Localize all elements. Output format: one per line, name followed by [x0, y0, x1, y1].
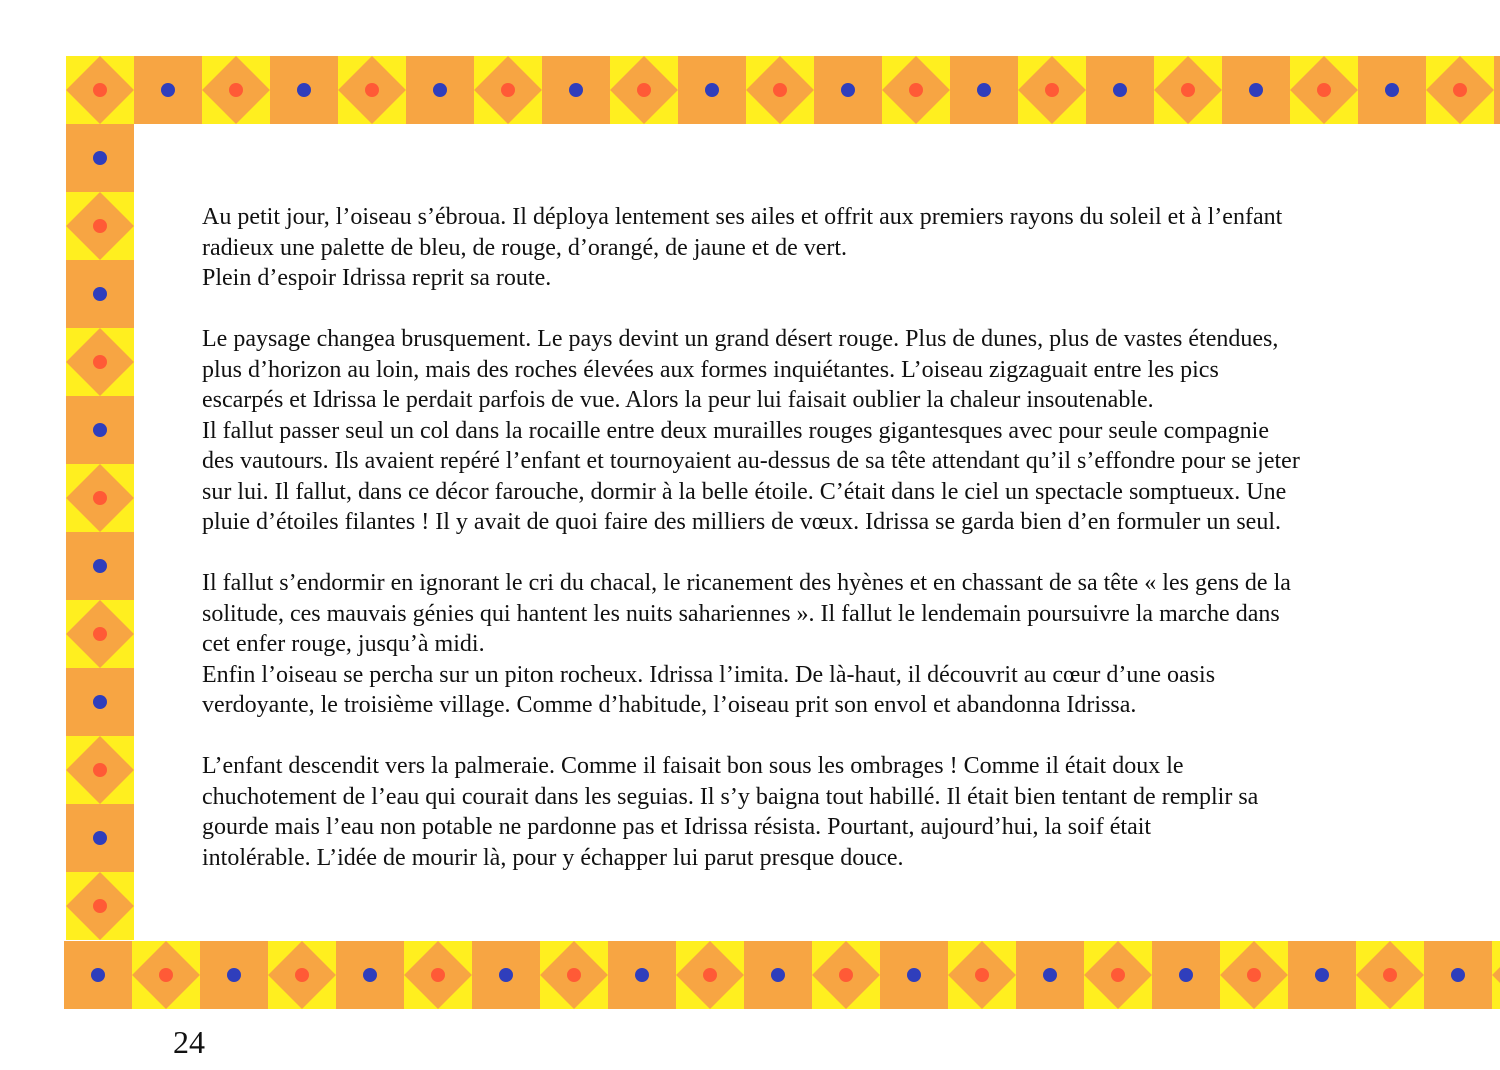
blue-dot-icon [1385, 83, 1399, 97]
border-square-tile [66, 532, 134, 600]
red-dot-icon [773, 83, 787, 97]
border-diamond-tile [1220, 941, 1288, 1009]
story-paragraph [202, 202, 1427, 294]
border-square-tile [1152, 941, 1220, 1009]
border-diamond-tile [474, 56, 542, 124]
border-square-tile [1016, 941, 1084, 1009]
blue-dot-icon [705, 83, 719, 97]
border-diamond-tile [540, 941, 608, 1009]
blue-dot-icon [841, 83, 855, 97]
red-dot-icon [703, 968, 717, 982]
blue-dot-icon [93, 831, 107, 845]
story-line: gourde mais l’eau non potable ne pardonne pas et Idrissa résista. Pourtant, aujourd’hui, la soif était [202, 814, 1152, 840]
border-diamond-tile [610, 56, 678, 124]
red-dot-icon [1383, 968, 1397, 982]
red-dot-icon [1317, 83, 1331, 97]
border-diamond-tile [268, 941, 336, 1009]
border-diamond-tile [1426, 56, 1494, 124]
border-diamond-tile [1018, 56, 1086, 124]
border-square-tile [270, 56, 338, 124]
blue-dot-icon [93, 423, 107, 437]
red-dot-icon [295, 968, 309, 982]
red-dot-icon [93, 355, 107, 369]
story-line: radieux une palette de bleu, de rouge, d’orangé, de jaune et de vert. [202, 234, 848, 261]
border-diamond-tile [202, 56, 270, 124]
blue-dot-icon [93, 559, 107, 573]
border-diamond-tile [812, 941, 880, 1009]
red-dot-icon [365, 83, 379, 97]
border-square-tile [880, 941, 948, 1009]
story-line: Enfin l’oiseau se percha sur un piton rocheux. Idrissa l’imita. De là-haut, il découvrit au cœur d’une oasis [202, 661, 1216, 688]
border-square-tile [542, 56, 610, 124]
blue-dot-icon [91, 968, 105, 982]
border-square-tile [608, 941, 676, 1009]
border-diamond-tile [338, 56, 406, 124]
blue-dot-icon [1249, 83, 1263, 97]
story-line: Il fallut s’endormir en ignorant le cri du chacal, le ricanement des hyènes et en chassant de sa tête « les gens de la [202, 570, 1291, 596]
red-dot-icon [501, 83, 515, 97]
border-diamond-tile [66, 192, 134, 260]
story-line: plus d’horizon au loin, mais des roches élevées aux formes inquiétantes. L’oiseau zigzaguait entre les pics [202, 356, 1219, 383]
red-dot-icon [1111, 968, 1125, 982]
story-text [202, 202, 1427, 904]
border-square-tile [1424, 941, 1492, 1009]
red-dot-icon [1247, 968, 1261, 982]
border-diamond-tile [746, 56, 814, 124]
blue-dot-icon [499, 968, 513, 982]
border-square-tile [336, 941, 404, 1009]
story-paragraph [202, 568, 1427, 721]
blue-dot-icon [93, 695, 107, 709]
border-diamond-tile [1084, 941, 1152, 1009]
red-dot-icon [1045, 83, 1059, 97]
story-line: Au petit jour, l’oiseau s’ébroua. Il déploya lentement ses ailes et offrit aux premiers rayons du soleil et à l’enfant [202, 204, 1283, 230]
border-square-tile [1494, 56, 1500, 124]
blue-dot-icon [1315, 968, 1329, 982]
orange-diamond-shape [1492, 941, 1500, 1009]
border-diamond-tile [66, 600, 134, 668]
border-square-tile [134, 56, 202, 124]
blue-dot-icon [363, 968, 377, 982]
story-line: escarpés et Idrissa le perdait parfois de vue. Alors la peur lui faisait oublier la chaleur insoutenable. [202, 387, 1154, 413]
blue-dot-icon [1451, 968, 1465, 982]
border-square-tile [66, 124, 134, 192]
red-dot-icon [431, 968, 445, 982]
blue-dot-icon [569, 83, 583, 97]
border-diamond-tile [1154, 56, 1222, 124]
story-line: des vautours. Ils avaient repéré l’enfant et tournoyaient au-dessus de sa tête attendant qu’il s’effondre pour se jeter [202, 448, 1300, 474]
border-square-tile [1086, 56, 1154, 124]
red-dot-icon [229, 83, 243, 97]
red-dot-icon [93, 83, 107, 97]
red-dot-icon [93, 219, 107, 233]
red-dot-icon [839, 968, 853, 982]
blue-dot-icon [771, 968, 785, 982]
blue-dot-icon [93, 151, 107, 165]
blue-dot-icon [297, 83, 311, 97]
blue-dot-icon [161, 83, 175, 97]
page-number: 24 [173, 1024, 205, 1060]
border-diamond-tile [1356, 941, 1424, 1009]
red-dot-icon [1181, 83, 1195, 97]
story-line: L’enfant descendit vers la palmeraie. Comme il faisait bon sous les ombrages ! Comme il était doux le [202, 753, 1184, 779]
border-diamond-tile [1290, 56, 1358, 124]
red-dot-icon [567, 968, 581, 982]
border-diamond-tile [882, 56, 950, 124]
border-square-tile [66, 260, 134, 328]
story-line: Il fallut passer seul un col dans la rocaille entre deux murailles rouges gigantesques avec pour seule compagnie [202, 417, 1269, 444]
blue-dot-icon [1113, 83, 1127, 97]
story-line: sur lui. Il fallut, dans ce décor farouche, dormir à la belle étoile. C’était dans le ciel un spectacle somptueux. Une [202, 478, 1287, 505]
red-dot-icon [93, 899, 107, 913]
story-line: solitude, ces mauvais génies qui hantent les nuits sahariennes ». Il fallut le lendemain poursuivre la marche dans [202, 600, 1280, 627]
story-paragraph [202, 324, 1427, 538]
blue-dot-icon [93, 287, 107, 301]
story-line: Plein d’espoir Idrissa reprit sa route. [202, 265, 552, 291]
red-dot-icon [909, 83, 923, 97]
story-line: intolérable. L’idée de mourir là, pour y échapper lui parut presque douce. [202, 844, 904, 871]
blue-dot-icon [635, 968, 649, 982]
red-dot-icon [93, 763, 107, 777]
border-square-tile [1222, 56, 1290, 124]
red-dot-icon [159, 968, 173, 982]
story-line: Le paysage changea brusquement. Le pays devint un grand désert rouge. Plus de dunes, plus de vastes étendues, [202, 326, 1279, 352]
blue-dot-icon [907, 968, 921, 982]
border-square-tile [66, 396, 134, 464]
border-diamond-tile [132, 941, 200, 1009]
border-square-tile [950, 56, 1018, 124]
blue-dot-icon [433, 83, 447, 97]
border-square-tile [66, 804, 134, 872]
border-square-tile [1288, 941, 1356, 1009]
border-square-tile [744, 941, 812, 1009]
story-line: chuchotement de l’eau qui courait dans les seguias. Il s’y baigna tout habillé. Il était bien tentant de remplir sa [202, 783, 1259, 810]
blue-dot-icon [227, 968, 241, 982]
border-square-tile [66, 668, 134, 736]
border-diamond-tile [66, 872, 134, 940]
story-line: verdoyante, le troisième village. Comme d’habitude, l’oiseau prit son envol et abandonna Idrissa. [202, 692, 1137, 718]
border-square-tile [64, 941, 132, 1009]
border-square-tile [200, 941, 268, 1009]
story-line: cet enfer rouge, jusqu’à midi. [202, 631, 485, 657]
border-diamond-tile [676, 941, 744, 1009]
border-diamond-tile [66, 328, 134, 396]
border-square-tile [678, 56, 746, 124]
story-line: pluie d’étoiles filantes ! Il y avait de quoi faire des milliers de vœux. Idrissa se garda bien d’en formuler un seul. [202, 509, 1282, 535]
border-diamond-tile [1492, 941, 1500, 1009]
blue-dot-icon [1043, 968, 1057, 982]
border-diamond-tile [948, 941, 1016, 1009]
red-dot-icon [93, 627, 107, 641]
border-diamond-tile [404, 941, 472, 1009]
red-dot-icon [975, 968, 989, 982]
story-paragraph [202, 751, 1427, 873]
border-square-tile [814, 56, 882, 124]
border-square-tile [472, 941, 540, 1009]
border-square-tile [1358, 56, 1426, 124]
red-dot-icon [93, 491, 107, 505]
border-diamond-tile [66, 56, 134, 124]
blue-dot-icon [977, 83, 991, 97]
border-diamond-tile [66, 464, 134, 532]
red-dot-icon [637, 83, 651, 97]
border-square-tile [406, 56, 474, 124]
blue-dot-icon [1179, 968, 1193, 982]
border-diamond-tile [66, 736, 134, 804]
red-dot-icon [1453, 83, 1467, 97]
